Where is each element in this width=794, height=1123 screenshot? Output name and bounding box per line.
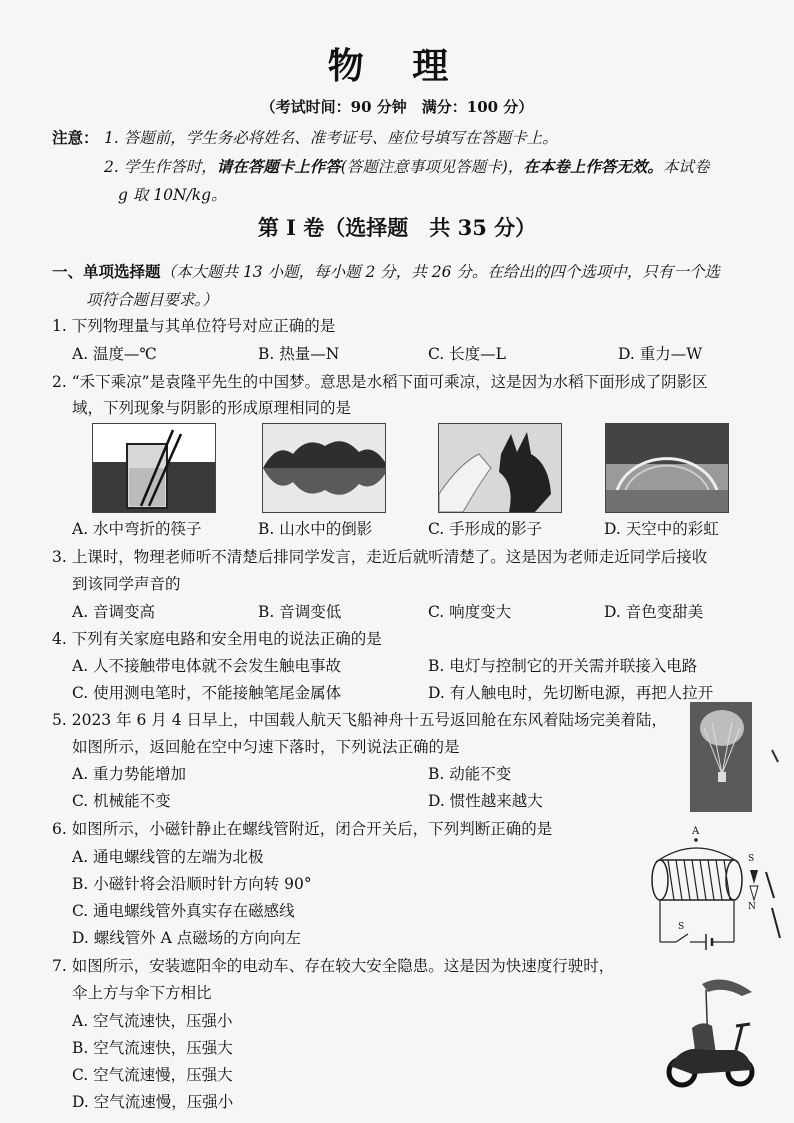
- q7-option-a: A. 空气流速快，压强小: [72, 1012, 233, 1030]
- q5-image-return-capsule: [690, 702, 752, 812]
- fig-label-n: N: [748, 902, 756, 912]
- part-desc: （本大题共 13 小题，每小题 2 分，共 26 分。在给出的四个选项中，只有一个选: [160, 263, 720, 281]
- q2-option-d: D. 天空中的彩虹: [604, 520, 719, 538]
- q3-stem-2: 到该同学声音的: [72, 575, 181, 593]
- q2-stem-1: 2. “禾下乘凉”是袁隆平先生的中国梦。意思是水稻下面可乘凉，这是因为水稻下面形成了阴影区: [52, 373, 708, 391]
- q2-stem-2: 域，下列现象与阴影的形成原理相同的是: [72, 399, 352, 417]
- q3-option-a: A. 音调变高: [72, 603, 156, 621]
- notice-item-2-e: 本试卷: [662, 158, 710, 176]
- q7-image-scooter-umbrella: [662, 970, 762, 1090]
- q6-stem: 6. 如图所示，小磁针静止在螺线管附近，闭合开关后，下列判断正确的是: [52, 820, 553, 838]
- q5-option-b: B. 动能不变: [428, 765, 512, 783]
- part-desc-2: 项符合题目要求。）: [86, 291, 218, 309]
- q6-solenoid-diagram: [642, 826, 782, 956]
- q2-option-a: A. 水中弯折的筷子: [72, 520, 202, 538]
- q5-option-d: D. 惯性越来越大: [428, 792, 543, 810]
- q4-option-b: B. 电灯与控制它的开关需并联接入电路: [428, 657, 698, 675]
- q4-option-c: C. 使用测电笔时，不能接触笔尾金属体: [72, 684, 342, 702]
- q5-option-a: A. 重力势能增加: [72, 765, 187, 783]
- q1-option-c: C. 长度—L: [428, 345, 506, 363]
- q2-image-a-chopsticks: [92, 423, 216, 513]
- part-label: 一、单项选择题: [52, 262, 161, 281]
- q7-stem-2: 伞上方与伞下方相比: [72, 984, 212, 1002]
- fig-label-a: A: [692, 826, 700, 837]
- notice-label: 注意：: [52, 128, 99, 147]
- q5-option-c: C. 机械能不变: [72, 792, 171, 810]
- exam-info: （考试时间：90 分钟 满分：100 分）: [260, 98, 534, 116]
- q2-image-d-rainbow: [605, 423, 729, 513]
- q2-image-c-hand-shadow: [438, 423, 562, 513]
- q1-option-b: B. 热量—N: [258, 345, 340, 363]
- q1-option-a: A. 温度—℃: [72, 345, 157, 363]
- notice-item-2-d: 在本卷上作答无效。: [523, 157, 663, 176]
- q5-stem-2: 如图所示，返回舱在空中匀速下落时，下列说法正确的是: [72, 738, 460, 756]
- notice-item-2: [104, 155, 709, 177]
- notice-item-2-c: (答题注意事项见答题卡)，: [340, 158, 524, 176]
- q1-stem: 1. 下列物理量与其单位符号对应正确的是: [52, 317, 336, 335]
- q3-stem-1: 3. 上课时，物理老师听不清楚后排同学发言，走近后就听清楚了。这是因为老师走近同学后接收: [52, 548, 708, 566]
- q7-option-c: C. 空气流速慢，压强大: [72, 1066, 233, 1084]
- q2-option-c: C. 手形成的影子: [428, 520, 543, 538]
- q4-option-a: A. 人不接触带电体就不会发生触电事故: [72, 657, 342, 675]
- q6-option-a: A. 通电螺线管的左端为北极: [72, 848, 264, 866]
- q6-option-c: C. 通电螺线管外真实存在磁感线: [72, 902, 295, 920]
- fig-label-s: S: [748, 854, 755, 864]
- q3-option-b: B. 音调变低: [258, 603, 342, 621]
- notice-item-2-b: 请在答题卡上作答: [216, 157, 341, 176]
- q6-option-d: D. 螺线管外 A 点磁场的方向向左: [72, 929, 301, 947]
- part-heading: [52, 260, 720, 282]
- section-title: 第 I 卷（选择题 共 35 分）: [257, 215, 537, 240]
- q7-stem-1: 7. 如图所示，安装遮阳伞的电动车、存在较大安全隐患。这是因为快速度行驶时，: [52, 957, 615, 975]
- q2-option-b: B. 山水中的倒影: [258, 520, 373, 538]
- q6-option-b: B. 小磁针将会沿顺时针方向转 90°: [72, 875, 312, 893]
- q4-stem: 4. 下列有关家庭电路和安全用电的说法正确的是: [52, 630, 382, 648]
- margin-mark: [770, 748, 780, 764]
- q7-option-d: D. 空气流速慢，压强小: [72, 1093, 234, 1111]
- q7-option-b: B. 空气流速快，压强大: [72, 1039, 233, 1057]
- q4-option-d: D. 有人触电时，先切断电源，再把人拉开: [428, 684, 714, 702]
- q2-image-b-reflection: [262, 423, 386, 513]
- q3-option-c: C. 响度变大: [428, 603, 512, 621]
- notice-item-2-line2: g 取 10N/kg。: [118, 186, 227, 204]
- q1-option-d: D. 重力—W: [618, 345, 703, 363]
- page-title: 物 理: [327, 45, 467, 87]
- fig-label-switch: S: [678, 922, 685, 932]
- notice-item-1: 1. 答题前，学生务必将姓名、准考证号、座位号填写在答题卡上。: [104, 129, 558, 147]
- q3-option-d: D. 音色变甜美: [604, 603, 704, 621]
- q5-stem-1: 5. 2023 年 6 月 4 日早上，中国载人航天飞船神舟十五号返回舱在东风着陆场完美着陆，: [52, 711, 668, 729]
- notice-item-2-a: 2. 学生作答时，: [104, 158, 217, 176]
